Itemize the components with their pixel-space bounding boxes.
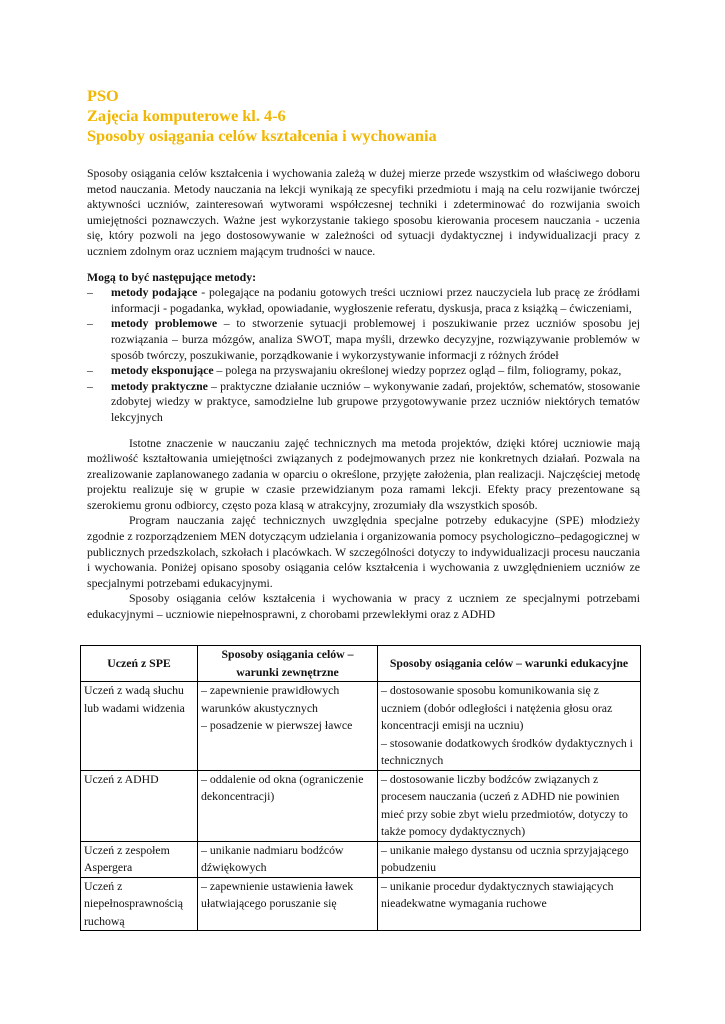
cell-educational: – dostosowanie sposobu komunikowania się z uczniem (dobór odległości i natężenia głosu oraz koncentracji emisji na uczniu) – stosowanie dodatkowych środków dydaktycznych i technicznych [378,682,641,771]
header-educational: Sposoby osiągania celów – warunki edukacyjne [378,646,641,682]
table-intro-paragraph: Sposoby osiągania celów kształcenia i wychowania w pracy z uczniem ze specjalnymi potrzebami edukacyjnymi – uczniowie niepełnosprawni, z chorobami przewlekłymi oraz z ADHD [87,591,640,622]
intro-paragraph: Sposoby osiągania celów kształcenia i wychowania zależą w dużej mierze przede wszystkim od właściwego doboru metod nauczania. Metody nauczania na lekcji wynikają ze specyfiki przedmiotu i mają na celu rozwijanie twórczej aktywności uczniów, zainteresowań wytworami współczesnej techniki i zdeterminować do rozwijania swoich umiejętności poznawczych. Ważne jest wykorzystanie takiego sposobu kierowania procesem nauczania - uczenia się, który pozwoli na jego dostosowywanie w zależności od sytuacji dydaktycznej i indywidualizacji pracy z uczniem zdolnym oraz uczniem mającym trudności w nauce. [87,166,640,258]
table-row [81,682,641,771]
cell-external: – zapewnienie ustawienia ławek ułatwiającego poruszanie się [198,877,378,931]
cell-external: – unikanie nadmiaru bodźców dźwiękowych [198,841,378,877]
doc-title-pso: PSO [87,86,119,105]
cell-student: Uczeń z ADHD [81,770,198,841]
cell-student: Uczeń z wadą słuchu lub wadami widzenia [81,682,198,771]
table-row [81,841,641,877]
methods-list [87,285,640,425]
cell-educational: – dostosowanie liczby bodźców związanych z procesem nauczania (uczeń z ADHD nie powinien mieć przy sobie zbyt wielu przedmiotów, dotyczy to także pomocy dydaktycznych) [378,770,641,841]
doc-title-subject: Zajęcia komputerowe kl. 4-6 [87,106,286,125]
spe-table [80,645,641,931]
method-item: – metody podające - polegające na podaniu gotowych treści uczniowi przez nauczyciela lub pracę ze źródłami informacji - pogadanka, wykład, opowiadanie, wygłoszenie referatu, dyskusja, praca z książką – ćwiczeniami, [87,285,640,315]
program-paragraph: Program nauczania zajęć technicznych uwzględnia specjalne potrzeby edukacyjne (SPE) młodzieży zgodnie z rozporządzeniem MEN dotyczącym udzielania i organizowania pomocy psychologiczno–pedagogicznej w publicznych przedszkolach, szkołach i placówkach. W szczególności dotyczy to indywidualizacji procesu nauczania i wychowania. Poniżej opisano sposoby osiągania celów kształcenia i wychowania z uwzględnieniem uczniów ze specjalnymi potrzebami edukacyjnymi. [87,513,640,590]
document-page [87,86,640,623]
methods-heading: Mogą to być następujące metody: [87,269,257,284]
cell-educational: – unikanie małego dystansu od ucznia sprzyjającego pobudzeniu [378,841,641,877]
header-external: Sposoby osiągania celów – warunki zewnętrzne [198,646,378,682]
cell-external: – zapewnienie prawidłowych warunków akustycznych – posadzenie w pierwszej ławce [198,682,378,771]
cell-student: Uczeń z zespołem Aspergera [81,841,198,877]
table-row [81,770,641,841]
doc-title-topic: Sposoby osiągania celów kształcenia i wychowania [87,126,437,145]
method-item: – metody eksponujące – polega na przyswajaniu określonej wiedzy poprzez ogląd – film, foliogramy, pokaz, [87,363,622,378]
table-header-row [81,646,641,682]
table-row [81,877,641,931]
cell-student: Uczeń z niepełnosprawnością ruchową [81,877,198,931]
method-item: – metody praktyczne – praktyczne działanie uczniów – wykonywanie zadań, projektów, schematów, stosowanie zdobytej wiedzy w praktyce, samodzielne lub grupowe przygotowywanie przez uczniów niektórych tematów lekcyjnych [87,378,640,424]
projects-paragraph: Istotne znaczenie w nauczaniu zajęć technicznych ma metoda projektów, dzięki której uczniowie mają możliwość kształtowania umiejętności związanych z podejmowanych przez nie konkretnych działań. Pozwala na zrealizowanie zaplanowanego zadania w oparciu o określone, przyjęte założenia, plan realizacji. Najczęściej metodę projektu realizuje się w grupie w czasie przewidzianym poza ramami lekcji. Efekty pracy prezentowane są szerokiemu gronu odbiorcy, często poza klasą w atrakcyjny, zrozumiały dla wszystkich sposób. [87,435,640,512]
method-item: – metody problemowe – to stworzenie sytuacji problemowej i poszukiwanie przez uczniów sposobu jej rozwiązania – burza mózgów, analiza SWOT, mapa myśli, drzewko decyzyjne, rozwiązywanie problemów w sposób twórczy, poszukiwanie, porządkowanie i wykorzystywanie informacji z różnych źródeł [87,316,640,362]
cell-external: – oddalenie od okna (ograniczenie dekoncentracji) [198,770,378,841]
cell-educational: – unikanie procedur dydaktycznych stawiających nieadekwatne wymagania ruchowe [378,877,641,931]
header-student: Uczeń z SPE [81,646,198,682]
